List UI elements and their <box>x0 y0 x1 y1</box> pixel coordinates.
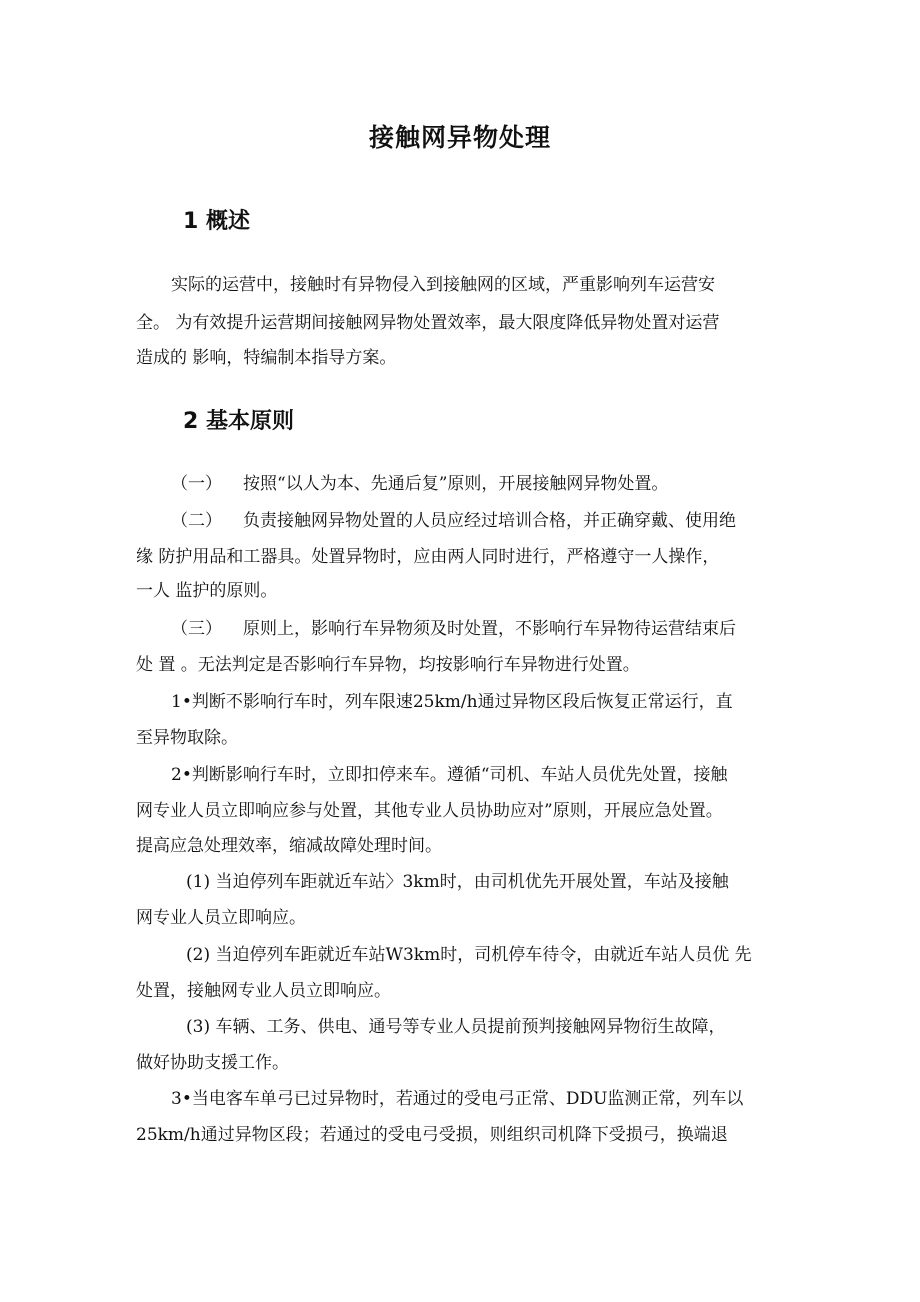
paragraph-line: 实际的运营中，接触时有异物侵入到接触网的区域，严重影响列车运营安 <box>171 275 715 295</box>
paragraph-line: 做好协助支援工作。 <box>136 1053 289 1073</box>
section-heading-overview: 1 概述 <box>183 209 250 234</box>
item-text: 按照“以人为本、先通后复”原则，开展接触网异物处置。 <box>243 474 669 494</box>
numbered-item-line: 3•当电客车单弓已过异物时，若通过的受电弓正常、DDU监测正常，列车以 <box>171 1089 744 1109</box>
item-text: 原则上，影响行车异物须及时处置，不影响行车异物待运营结束后 <box>243 619 736 639</box>
numbered-item-line: 2•判断影响行车时，立即扣停来车。遵循“司机、车站人员优先处置，接触 <box>171 765 728 785</box>
paragraph-line: 至异物取除。 <box>136 728 238 748</box>
numbered-item-line: 1•判断不影响行车时，列车限速25km/h通过异物区段后恢复正常运行，直 <box>171 692 733 712</box>
sub-item-line: (2) 当迫停列车距就近车站W3km时，司机停车待令，由就近车站人员优 先 <box>186 945 752 965</box>
paragraph-line: 一人 监护的原则。 <box>136 581 278 601</box>
item-label: （三） <box>171 619 222 639</box>
item-label: （二） <box>171 511 222 531</box>
principle-item <box>171 617 736 641</box>
item-label: （一） <box>171 474 222 494</box>
principle-item <box>171 472 668 496</box>
paragraph-line: 处置，接触网专业人员立即响应。 <box>136 981 391 1001</box>
paragraph-line: 处 置 。无法判定是否影响行车异物，均按影响行车异物进行处置。 <box>136 655 640 675</box>
paragraph-line: 全。 为有效提升运营期间接触网异物处置效率，最大限度降低异物处置对运营 <box>136 313 720 333</box>
document-title: 接触网异物处理 <box>368 123 551 152</box>
principle-item <box>171 509 736 533</box>
item-text: 负责接触网异物处置的人员应经过培训合格，并正确穿戴、使用绝 <box>243 511 736 531</box>
paragraph-line: 缘 防护用品和工器具。处置异物时，应由两人同时进行，严格遵守一人操作， <box>136 547 720 567</box>
paragraph-line: 网专业人员立即响应参与处置，其他专业人员协助应对”原则，开展应急处置。 <box>136 801 723 821</box>
section-heading-principles: 2 基本原则 <box>183 409 294 434</box>
paragraph-line: 提高应急处理效率，缩减故障处理时间。 <box>136 836 442 856</box>
sub-item-line: (3) 车辆、工务、供电、通号等专业人员提前预判接触网异物衍生故障， <box>186 1017 726 1037</box>
paragraph-line: 网专业人员立即响应。 <box>136 908 306 928</box>
sub-item-line: (1) 当迫停列车距就近车站〉3km时，由司机优先开展处置，车站及接触 <box>186 872 729 892</box>
paragraph-line: 造成的 影响，特编制本指导方案。 <box>136 348 397 368</box>
paragraph-line: 25km/h通过异物区段；若通过的受电弓受损，则组织司机降下受损弓，换端退 <box>136 1125 728 1145</box>
